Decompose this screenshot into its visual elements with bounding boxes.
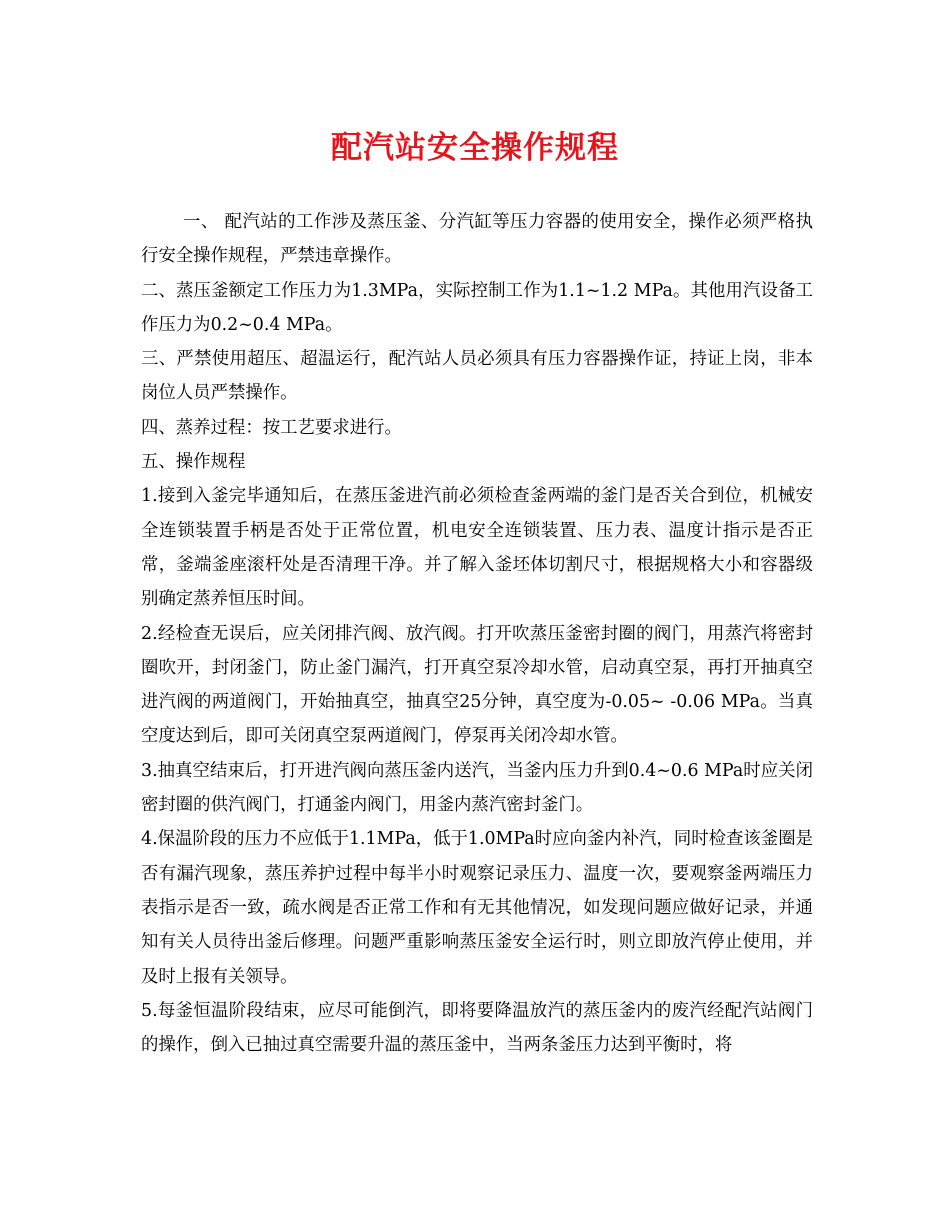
paragraph-8: 3.抽真空结束后，打开进汽阀向蒸压釜内送汽，当釜内压力升到0.4~0.6 MPa时应关闭密封圈的供汽阀门，打通釜内阀门，用釜内蒸汽密封釜门。 — [141, 760, 813, 816]
paragraph-3: 三、严禁使用超压、超温运行，配汽站人员必须具有压力容器操作证，持证上岗，非本岗位人员严禁操作。 — [141, 349, 813, 404]
paragraph-7: 2.经检查无误后，应关闭排汽阀、放汽阀。打开吹蒸压釜密封圈的阀门，用蒸汽将密封圈吹开，封闭釜门，防止釜门漏汽，打开真空泵冷却水管，启动真空泵，再打开抽真空进汽阀的两道阀门，开始抽真空，抽真空25分钟，真空度为-0.05~ -0.06 MPa。当真空度达到后，即可关闭真空泵两道阀门，停泵再关闭冷却水管。 — [141, 623, 813, 747]
paragraph-1: 一、 配汽站的工作涉及蒸压釜、分汽缸等压力容器的使用安全，操作必须严格执行安全操作规程，严禁违章操作。 — [141, 212, 813, 267]
paragraph-2: 二、蒸压釜额定工作压力为1.3MPa，实际控制工作为1.1~1.2 MPa。其他用汽设备工作压力为0.2~0.4 MPa。 — [141, 280, 813, 335]
paragraph-4: 四、蒸养过程：按工艺要求进行。 — [141, 417, 402, 438]
paragraph-10: 5.每釜恒温阶段结束，应尽可能倒汽，即将要降温放汽的蒸压釜内的废汽经配汽站阀门的操作，倒入已抽过真空需要升温的蒸压釜中，当两条釜压力达到平衡时，将 — [141, 1000, 813, 1056]
paragraph-6: 1.接到入釜完毕通知后，在蒸压釜进汽前必须检查釜两端的釜门是否关合到位，机械安全连锁装置手柄是否处于正常位置，机电安全连锁装置、压力表、温度计指示是否正常，釜端釜座滚杆处是否清理干净。并了解入釜坯体切割尺寸，根据规格大小和容器级别确定蒸养恒压时间。 — [141, 486, 813, 610]
paragraph-9: 4.保温阶段的压力不应低于1.1MPa，低于1.0MPa时应向釜内补汽，同时检查该釜圈是否有漏汽现象，蒸压养护过程中每半小时观察记录压力、温度一次，要观察釜两端压力表指示是否一致，疏水阀是否正常工作和有无其他情况，如发现问题应做好记录，并通知有关人员待出釜后修理。问题严重影响蒸压釜安全运行时，则立即放汽停止使用，并及时上报有关领导。 — [141, 829, 813, 987]
document-title: 配汽站安全操作规程 — [331, 130, 619, 166]
document-body — [141, 205, 813, 1062]
paragraph-5: 五、操作规程 — [141, 452, 246, 473]
